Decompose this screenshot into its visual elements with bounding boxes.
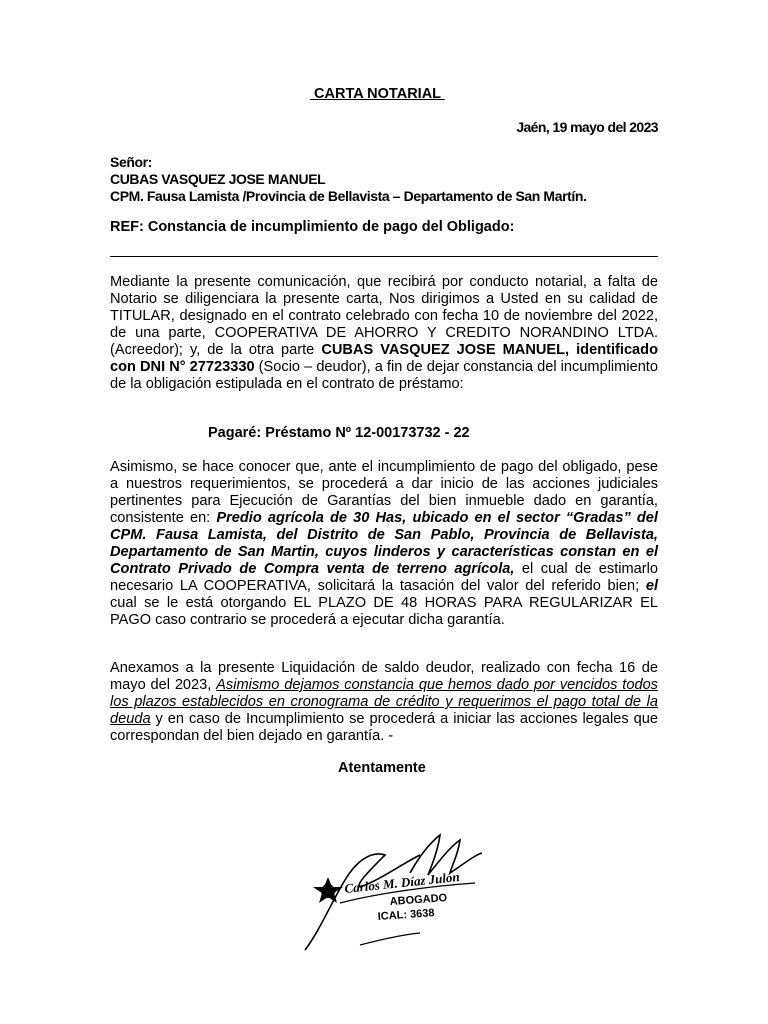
letter-title: CARTA NOTARIAL	[310, 86, 445, 102]
p2-property-description: Predio agrícola de 30 Has, ubicado en el sector “Gradas” del CPM. Fausa Lamista, del Distrito de San Pablo, Provincia de Bellavista, Departamento de San Martin, cuyos linderos y características constan en el Contrato Privado de Compra venta de terreno agrícola,	[110, 510, 658, 577]
p1-text-b: (Socio – deudor), a fin de dejar constancia del incumplimiento de la obligación estipulada en el contrato de préstamo:	[110, 359, 658, 392]
stamp-name: Carlos M. Díaz Julón	[343, 868, 461, 896]
stamp-role: ABOGADO	[389, 892, 448, 908]
salutation: Señor:	[110, 154, 152, 170]
stamp-registration: ICAL: 3638	[377, 907, 435, 923]
paragraph-1	[110, 274, 658, 393]
divider	[110, 256, 658, 257]
p3-text-b: y en caso de Incumplimiento se procederá a iniciar las acciones legales que correspondan del bien dejado en garantía. -	[110, 711, 658, 744]
letter-date: Jaén, 19 mayo del 2023	[516, 119, 658, 135]
paragraph-2	[110, 459, 658, 629]
p3-underlined-statement: Asimismo dejamos constancia que hemos dado por vencidos todos los plazos establecidos en cronograma de crédito y requerimos el pago total de la deuda	[110, 677, 658, 727]
signature-stamp	[300, 825, 500, 965]
p2-text-b: el cual de estimarlo necesario LA COOPERATIVA, solicitará la tasación del valor del referido bien;	[110, 561, 658, 594]
p2-text-a: Asimismo, se hace conocer que, ante el incumplimiento de pago del obligado, pese a nuestros requerimientos, se procederá a dar inicio de las acciones judiciales pertinentes para Ejecución de Garantías del bien inmueble dado en garantía, consistente en:	[110, 459, 658, 526]
recipient-address: CPM. Fausa Lamista /Provincia de Bellavista – Departamento de San Martín.	[110, 188, 587, 204]
p1-debtor-id: CUBAS VASQUEZ JOSE MANUEL, identificado con DNI N° 27723330	[110, 342, 658, 375]
paragraph-3	[110, 660, 658, 745]
p2-el: el	[645, 578, 658, 594]
p3-text-a: Anexamos a la presente Liquidación de saldo deudor, realizado con fecha 16 de mayo del 2023,	[110, 660, 658, 693]
p2-text-c: cual se le está otorgando EL PLAZO DE 48 HORAS PARA REGULARIZAR EL PAGO caso contrario se procederá a ejecutar dicha garantía.	[110, 595, 658, 628]
recipient-name: CUBAS VASQUEZ JOSE MANUEL	[110, 171, 326, 187]
reference-line: REF: Constancia de incumplimiento de pago del Obligado:	[110, 219, 515, 235]
recipient-block	[110, 154, 587, 205]
closing: Atentamente	[338, 760, 426, 776]
p1-text-a: Mediante la presente comunicación, que recibirá por conducto notarial, a falta de Notario se diligenciara la presente carta, Nos dirigimos a Usted en su calidad de TITULAR, designado en el contrato celebrado con fecha 10 de noviembre del 2022, de una parte, COOPERATIVA DE AHORRO Y CREDITO NORANDINO LTDA. (Acreedor); y, de la otra parte	[110, 274, 658, 358]
loan-reference: Pagaré: Préstamo Nº 12-00173732 - 22	[208, 425, 470, 441]
